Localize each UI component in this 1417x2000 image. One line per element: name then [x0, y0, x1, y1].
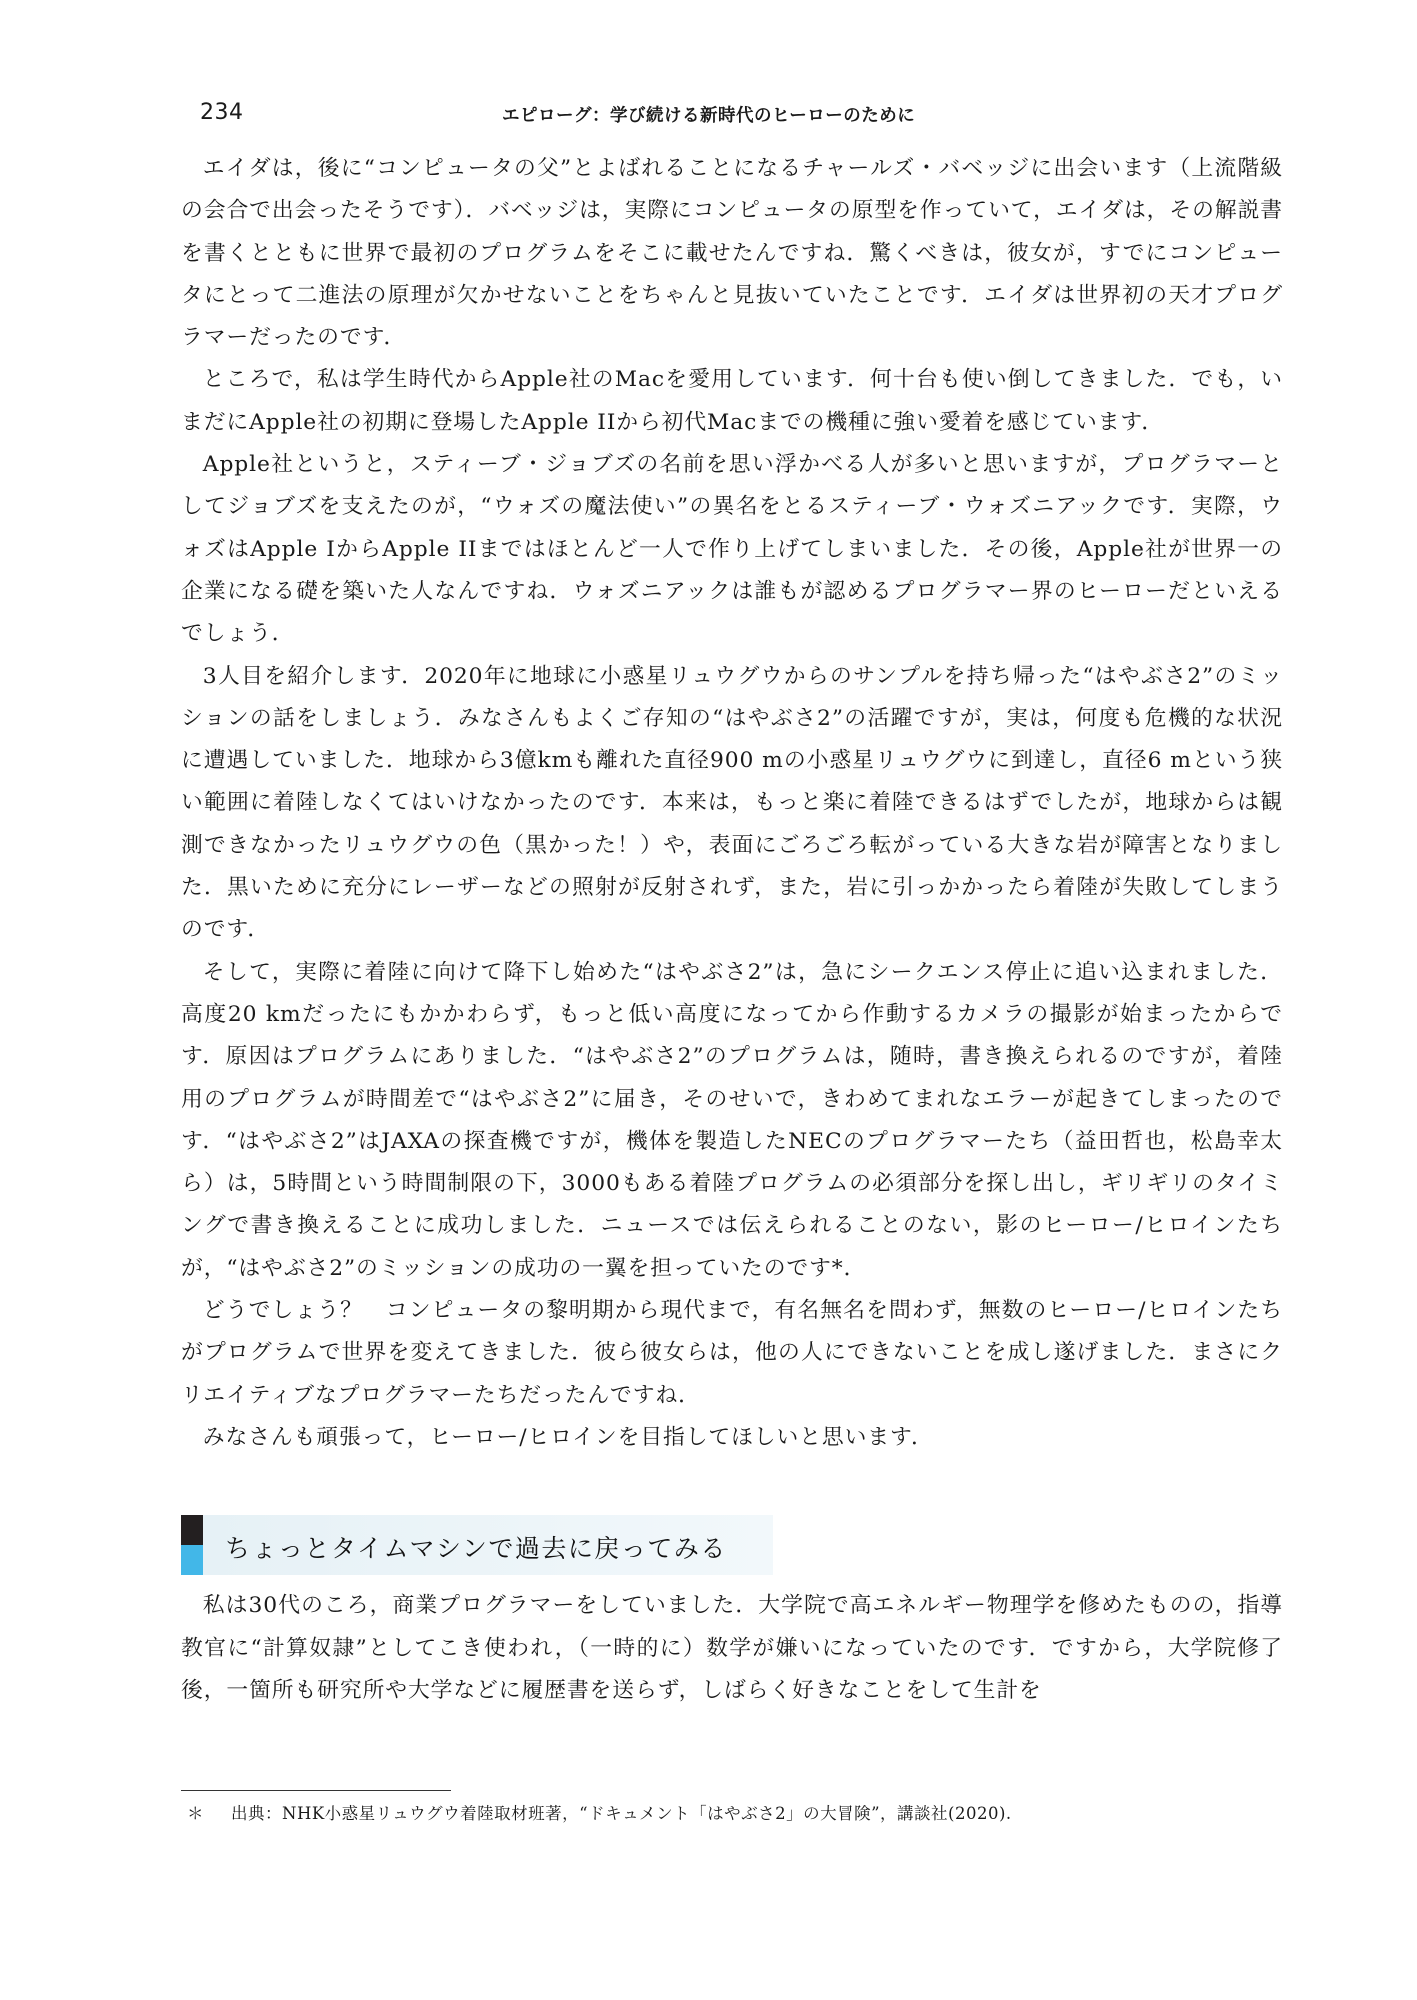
section-heading-text: ちょっとタイムマシンで過去に戻ってみる — [225, 1534, 727, 1564]
section-paragraph: 私は30代のころ，商業プログラマーをしていました．大学院で高エネルギー物理学を修めたものの，指導教官に“計算奴隷”としてこき使われ，（一時的に）数学が嫌いになっていたのです．ですから，大学院修了後，一箇所も研究所や大学などに履歴書を送らず，しばらく好きなことをして生計を — [181, 1593, 1283, 1703]
body-paragraph: みなさんも頑張って，ヒーロー/ヒロインを目指してほしいと思います． — [202, 1424, 934, 1450]
body-paragraph: Apple社というと，スティーブ・ジョブズの名前を思い浮かべる人が多いと思いますが，プログラマーとしてジョブズを支えたのが，“ウォズの魔法使い”の異名をとるスティーブ・ウォズニアックです．実際，ウォズはApple IからApple IIまではほとんど一人で作り上げてしまいました．その後，Apple社が世界一の企業になる礎を築いた人なんですね．ウォズニアックは誰もが認めるプログラマー界のヒーローだといえるでしょう． — [181, 452, 1283, 647]
page-body — [181, 148, 1283, 1712]
heading-marker-dark — [181, 1515, 203, 1545]
heading-marker-accent — [181, 1545, 203, 1575]
body-paragraph: ところで，私は学生時代からApple社のMacを愛用しています．何十台も使い倒してきました．でも，いまだにApple社の初期に登場したApple IIから初代Macまでの機種に強い愛着を感じています． — [181, 367, 1283, 435]
page-header — [200, 100, 1285, 140]
footnote-mark: ＊ — [187, 1804, 204, 1823]
footnote-rule — [181, 1790, 451, 1791]
body-paragraph: そして，実際に着陸に向けて降下し始めた“はやぶさ2”は，急にシークエンス停止に追い込まれました．高度20 kmだったにもかかわらず，もっと低い高度になってから作動するカメラの撮影が始まったからです．原因はプログラムにありました．“はやぶさ2”のプログラムは，随時，書き換えられるのですが，着陸用のプログラムが時間差で“はやぶさ2”に届き，そのせいで，きわめてまれなエラーが起きてしまったのです．“はやぶさ2”はJAXAの探査機ですが，機体を製造したNECのプログラマーたち（益田哲也，松島幸太ら）は，5時間という時間制限の下，3000もある着陸プログラムの必須部分を探し出し，ギリギリのタイミングで書き換えることに成功しました．ニュースでは伝えられることのない，影のヒーロー/ヒロインたちが，“はやぶさ2”のミッションの成功の一翼を担っていたのです*． — [181, 959, 1283, 1281]
footnote — [181, 1800, 1281, 1824]
footnote-text: 出典：NHK小惑星リュウグウ着陸取材班著，“ドキュメント「はやぶさ2」の大冒険”，講談社(2020). — [231, 1804, 1012, 1823]
page-number: 234 — [200, 100, 244, 125]
section-heading — [181, 1515, 1283, 1575]
running-head: エピローグ：学び続ける新時代のヒーローのために — [502, 106, 916, 126]
body-paragraph: どうでしょう？ コンピュータの黎明期から現代まで，有名無名を問わず，無数のヒーロー/ヒロインたちがプログラムで世界を変えてきました．彼ら彼女らは，他の人にできないことを成し遂げました．まさにクリエイティブなプログラマーたちだったんですね． — [181, 1298, 1283, 1408]
body-paragraph: エイダは，後に“コンピュータの父”とよばれることになるチャールズ・バベッジに出会います（上流階級の会合で出会ったそうです）．バベッジは，実際にコンピュータの原型を作っていて，エイダは，その解説書を書くとともに世界で最初のプログラムをそこに載せたんですね．驚くべきは，彼女が，すでにコンピュータにとって二進法の原理が欠かせないことをちゃんと見抜いていたことです．エイダは世界初の天才プログラマーだったのです． — [181, 156, 1283, 351]
body-paragraph: 3人目を紹介します．2020年に地球に小惑星リュウグウからのサンプルを持ち帰った“はやぶさ2”のミッションの話をしましょう．みなさんもよくご存知の“はやぶさ2”の活躍ですが，実は，何度も危機的な状況に遭遇していました．地球から3億kmも離れた直径900 mの小惑星リュウグウに到達し，直径6 mという狭い範囲に着陸しなくてはいけなかったのです．本来は，もっと楽に着陸できるはずでしたが，地球からは観測できなかったリュウグウの色（黒かった！）や，表面にごろごろ転がっている大きな岩が障害となりました．黒いために充分にレーザーなどの照射が反射されず，また，岩に引っかかったら着陸が失敗してしまうのです． — [181, 663, 1283, 943]
